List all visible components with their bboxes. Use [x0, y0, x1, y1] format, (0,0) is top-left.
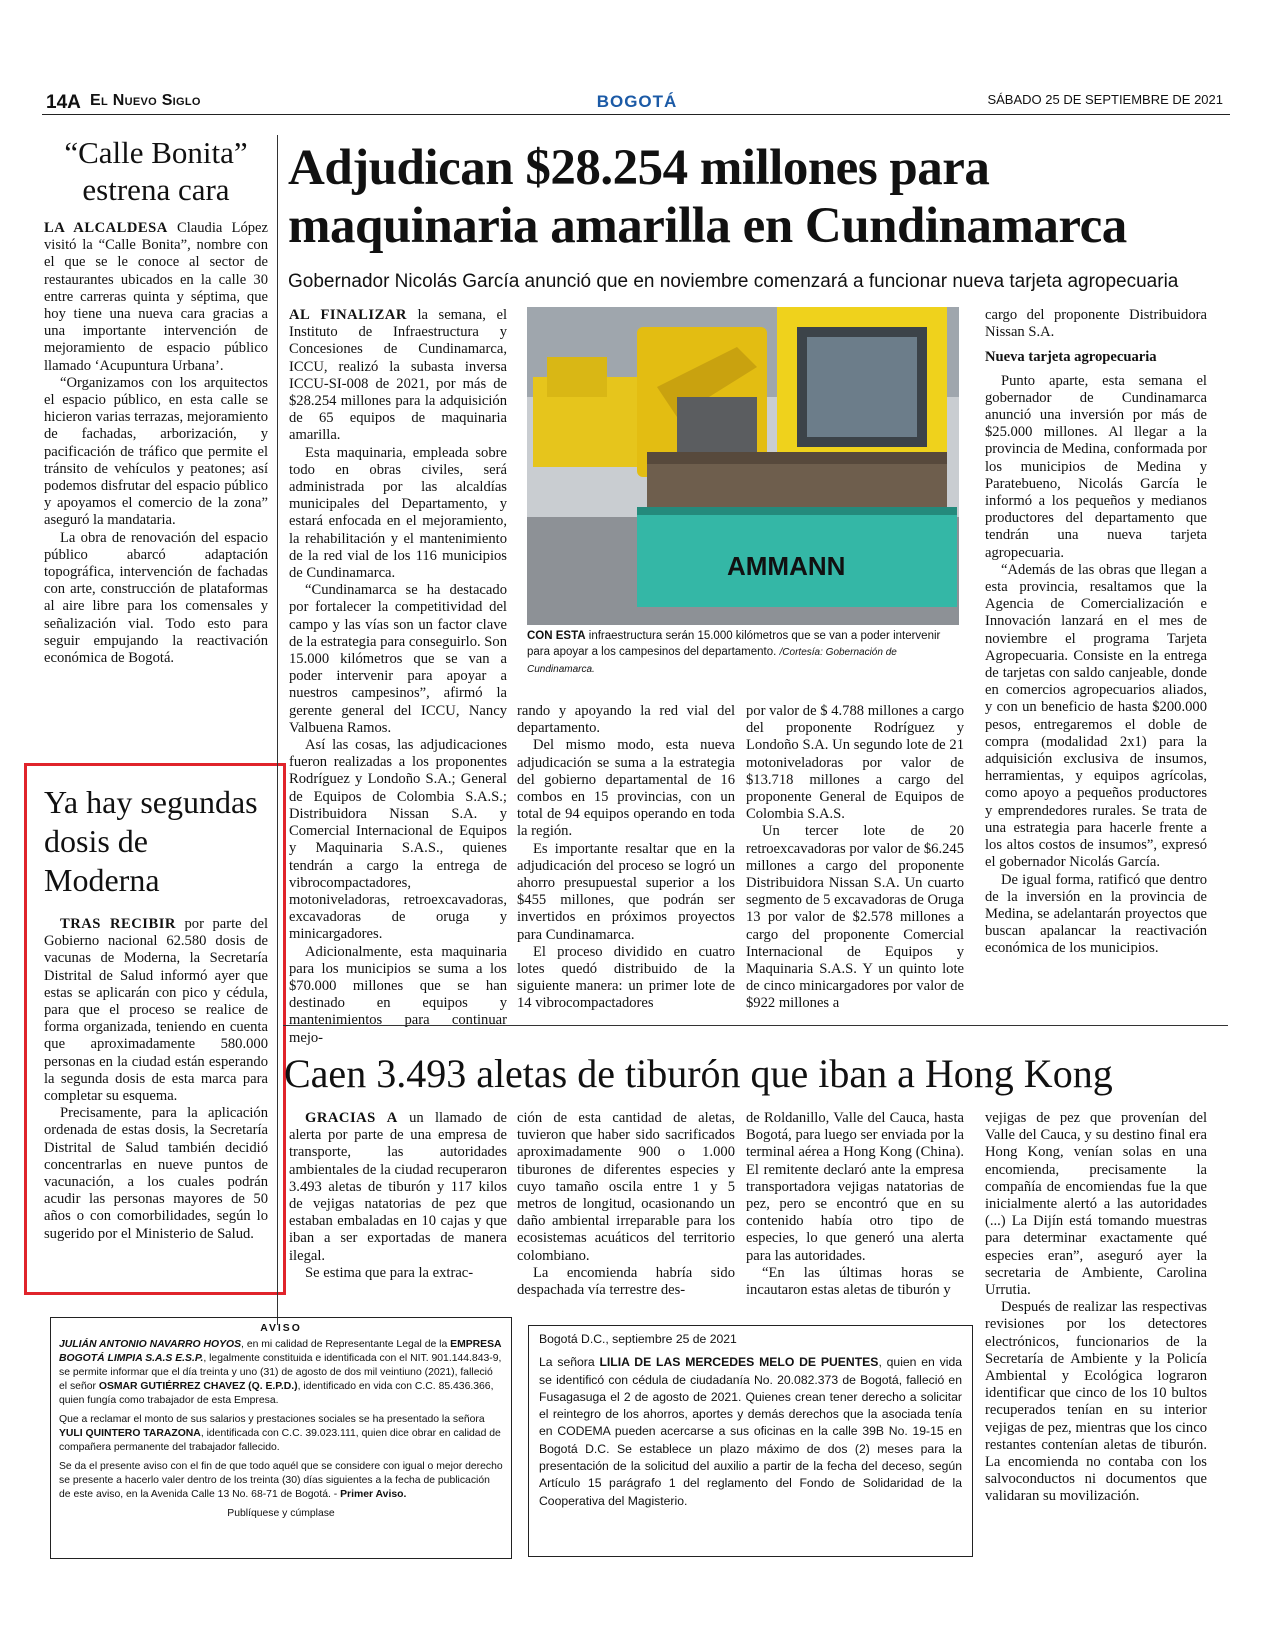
newspaper-name: El Nuevo Siglo: [90, 92, 201, 109]
main-col-1: AL FINALIZAR la semana, el Instituto de Infraestructura y Concesiones de Cundinamarca, ICCU, realizó la subasta inversa ICCU-SI-008 de 2021, por más de $28.254 millones para la adquisición de 65 equipos de maquinaria amarilla. Esta maquinaria, empleada sobre todo en obras civiles, será administrada por las alcaldías municipales del Departamento, y estará enfocada en el mejoramiento, la rehabilitación y el mantenimiento de la red vial de los 116 municipios de Cundinamarca. “Cundinamarca se ha destacado por fortalecer la competitividad del campo y las vías son un factor clave de la estrategia para conseguirlo. Son 15.000 kilómetros que se van a poder intervenir para apoyar a nuestros campesinos”, afirmó la gerente general del ICCU, Nancy Valbuena Ramos. Así las cosas, las adjudicaciones fueron realizadas a los proponentes Rodríguez y Londoño S.A.; General de Equipos de Colombia S.A.S.; Distribuidora Nissan S.A. y Comercial Internacional de Equipos y Maquinaria S.A.S., quienes tendrán a cargo la entrega de vibrocompactadores, motoniveladoras, retroexcavadoras, excavadoras de oruga y minicargadores. Adicionalmente, esta maquinaria para los municipios se suma a los $70.000 millones que se han destinado en equipos y mantenimientos para continuar mejo-: [289, 307, 508, 1046]
lead-in: LA ALCALDESA: [44, 220, 168, 236]
article-headline: Ya hay segundas dosis de Moderna: [44, 784, 258, 898]
article-divider: [283, 1025, 1228, 1026]
main-headline: Adjudican $28.254 millones para maquinaria amarilla en Cundinamarca: [288, 140, 1127, 254]
lead-in: TRAS RECIBIR: [60, 916, 176, 932]
main-deck: Gobernador Nicolás García anunció que en noviembre comenzará a funcionar nueva tarjeta agropecuaria: [288, 271, 1179, 292]
notice-dateline: Bogotá D.C., septiembre 25 de 2021: [539, 1332, 737, 1346]
photo-caption: CON ESTA infraestructura serán 15.000 kilómetros que se van a poder intervenir para apoyar a los campesinos del departamento. /Cortesía: Gobernación de Cundinamarca.: [527, 630, 941, 675]
notice-closing: Publíquese y cúmplase: [227, 1508, 335, 1519]
tiburon-col-4: vejigas de pez que provenían del Valle del Cauca, y su destino final era Hong Kong, venían solas en una encomienda, precisamente la compañía de encomiendas fue la que inicialmente alertó a las autoridades (...) La Dijín está tomando muestras para determinar exactamente qué especies eran”, aseguró ayer la secretaria de Ambiente, Carolina Urrutia. Después de realizar las respectivas revisiones por los detectores electrónicos, funcionarios de la Secretaría de Ambiente y la Policía Ambiental y Ecológica lograron identificar que cinco de los 10 bultos recuperados tenían en su interior vejigas de pez, mientras que los cinco restantes contenían aletas de tiburón. La encomienda no contaba con los salvoconductos ni documentos que validaran su movilización.: [985, 1110, 1207, 1505]
section-title: BOGOTÁ: [596, 92, 678, 111]
subheading: Nueva tarjeta agropecuaria: [985, 349, 1157, 366]
moderna-article: [44, 783, 268, 1243]
tiburon-col-3: de Roldanillo, Valle del Cauca, hasta Bogotá, para luego ser enviada por la terminal aérea a Hong Kong (China). El remitente declaró ante la empresa transportadora vejigas natatorias de pez, pero se encontró que en su contenido había otro tipo de especies, lo que generó una alerta para las autoridades. “En las últimas horas se incautaron estas aletas de tiburón y: [746, 1110, 964, 1299]
main-col-4: cargo del proponente Distribuidora Nissan S.A. Nueva tarjeta agropecuaria Punto aparte, esta semana el gobernador de Cundinamarca anunció una inversión por más de $25.000 millones. Al llegar a la provincia de Medina, conformada por los municipios de Medina y Paratebueno, Nicolás García le informó a los pequeños y medianos productores del departamento que tendrán una nueva tarjeta agropecuaria. “Además de las obras que llegan a esta provincia, resaltamos que la Agencia de Comercialización e Innovación lanzará en el mes de noviembre el programa Tarjeta Agropecuaria. Consiste en la entrega de tarjetas con saldo canjeable, donde en comercios agropecuarios aliados, y con un beneficio de hasta $200.000 pesos, entregaremos el doble de compra (modalidad 2x1) para la adquisición exclusiva de insumos, herramientas, y equipos agrícolas, como apoyo a pequeños productores y emprendedores rurales. Se trata de una estrategia para hacerle frente a los altos costos de insumos”, expresó el gobernador Nicolás García. De igual forma, ratificó que dentro de la inversión en la provincia de Medina, se adelantarán proyectos que buscan apalancar la reactivación económica de los municipios.: [985, 307, 1207, 957]
article-headline: “Calle Bonita” estrena cara: [64, 135, 248, 207]
calle-bonita-article: [44, 134, 268, 667]
notice-title: AVISO: [260, 1323, 302, 1334]
legal-notice-codema: Bogotá D.C., septiembre 25 de 2021 La señora LILIA DE LAS MERCEDES MELO DE PUENTES, quien en vida se identificó con cédula de ciudadanía No. 20.082.373 de Bogotá, falleció en Fusagasuga el 2 de agosto de 2021. Quienes crean tener derecho a solicitar el reintegro de los ahorros, aportes y demás derechos que la asociada tenía en CODEMA pueden acercarse a sus oficinas en la calle 39B No. 19-15 en Bogotá D.C. Se establece un plazo máximo de dos (2) meses para la presentación de la solicitud del auxilio a partir de la fecha del deceso, según Artículo 15 parágrafo 1 del reglamento del Fondo de Solidaridad de la Cooperativa del Magisterio.: [528, 1325, 973, 1557]
photo-brand-text: AMMANN: [727, 551, 846, 581]
column-divider: [277, 135, 278, 1325]
main-col-3: por valor de $ 4.788 millones a cargo del proponente Rodríguez y Londoño S.A. Un segundo lote de 21 motoniveladoras por valor de $13.718 millones a cargo del proponente General de Equipos de Colombia S.A.S. Un tercer lote de 20 retroexcavadoras por valor de $6.245 millones a cargo del proponente Distribuidora Nissan S.A. Un cuarto segmento de 5 excavadoras de Oruga 13 por valor de $2.578 millones a cargo del proponente Comercial Internacional de Equipos y Maquinaria S.A.S. Y un quinto lote de cinco minicargadores por valor de $922 millones a: [746, 703, 964, 1012]
machinery-photo: [527, 307, 959, 625]
article-body: LA ALCALDESA Claudia López visitó la “Calle Bonita”, nombre con el que se le conoce al sector de restaurantes ubicados en la calle 30 entre carreras quinta y séptima, que hoy tiene una nueva cara gracias a una importante intervención de mejoramiento de espacio público llamado ‘Acupuntura Urbana’. “Organizamos con los arquitectos el espacio público, en esta calle se hicieron varias terrazas, mejoramiento de fachadas, arborización, y pacificación de tráfico que permite el tránsito de vehículos y peatones; así podemos disfrutar del espacio público y apoyamos el comercio de la zona” aseguró la mandataria. La obra de renovación del espacio público abarcó adaptación topográfica, intervención de fachadas con arte, construcción de plataformas al aire libre para los comensales y señalización vial. Todo esto para seguir empujando la reactivación económica de Bogotá.: [44, 220, 268, 667]
roller-illustration: [527, 307, 959, 625]
photo-credit: /Cortesía: Gobernación de Cundinamarca.: [527, 647, 897, 675]
tiburon-headline: Caen 3.493 aletas de tiburón que iban a Hong Kong: [284, 1051, 1113, 1096]
main-col-2: rando y apoyando la red vial del departamento. Del mismo modo, esta nueva adjudicación se suma a la estrategia del gobierno departamental de 16 combos en 15 provincias, con un total de 94 equipos operando en toda la región. Es importante resaltar que en la adjudicación del proceso se logró un ahorro presupuestal superior a los $455 millones, que podrán ser invertidos en próximos proyectos para Cundinamarca. El proceso dividido en cuatro lotes quedó distribuido de la siguiente manera: un primer lote de 14 vibrocompactadores: [517, 703, 735, 1012]
issue-date: SÁBADO 25 DE SEPTIEMBRE DE 2021: [987, 92, 1223, 107]
tiburon-col-2: ción de esta cantidad de aletas, tuvieron que haber sido sacrificados aproximadamente 900 o 1.000 tiburones de diferentes especies y cuyo tamaño oscila entre 1 y 5 metros de longitud, ocasionando un daño ambiental irreparable para los ecosistemas acuáticos del territorio colombiano. La encomienda habría sido despachada vía terrestre des-: [517, 1110, 735, 1299]
legal-notice-aviso: AVISO JULIÁN ANTONIO NAVARRO HOYOS, en mi calidad de Representante Legal de la EMPRESA BOGOTÁ LIMPIA S.A.S E.S.P., legalmente constituida e identificada con el NIT. 901.144.843-9, se permite informar que el día treinta y uno (31) de agosto de dos mil veintiuno (2021), falleció el señor OSMAR GUTIÉRREZ CHAVEZ (Q. E.P.D.), identificado en vida con C.C. 85.436.366, quien fungía como trabajador de esta Empresa. Que a reclamar el monto de sus salarios y prestaciones sociales se ha presentado la señora YULI QUINTERO TARAZONA, identificada con C.C. 39.023.111, quien dice obrar en calidad de compañera permanente del trabajador fallecido. Se da el presente aviso con el fin de que todo aquél que se considere con igual o mejor derecho se presente a hacerlo valer dentro de los treinta (30) días siguientes a la fecha de publicación de este aviso, en la Avenida Calle 13 No. 68-71 de Bogotá. - Primer Aviso. Publíquese y cúmplase: [50, 1317, 512, 1559]
lead-in: AL FINALIZAR: [289, 307, 407, 323]
lead-in: GRACIAS A: [305, 1110, 398, 1126]
article-body: TRAS RECIBIR por parte del Gobierno nacional 62.580 dosis de vacunas de Moderna, la Secretaría Distrital de Salud informó ayer que estas se aplicarán con pico y cédula, para que el proceso se realice de forma organizada, teniendo en cuenta que aproximadamente 580.000 personas en la ciudad están esperando la segunda dosis de esta marca para completar su esquema. Precisamente, para la aplicación ordenada de estas dosis, la Secretaría Distrital de Salud también decidió concentrarlas en nueve puntos de vacunación, a los cuales podrán acudir las personas mayores de 50 años o con comorbilidades, según lo sugerido por el Ministerio de Salud.: [44, 916, 268, 1242]
header-rule: [42, 114, 1230, 115]
tiburon-col-1: GRACIAS A un llamado de alerta por parte de una empresa de transporte, las autoridades ambientales de la ciudad recuperaron 3.493 aletas de tiburón y 117 kilos de vejigas natatorias de pez que estaban embaladas en 10 cajas y que iban a ser exportadas de manera ilegal. Se estima que para la extrac-: [289, 1110, 507, 1281]
page-number: 14A: [46, 92, 81, 113]
